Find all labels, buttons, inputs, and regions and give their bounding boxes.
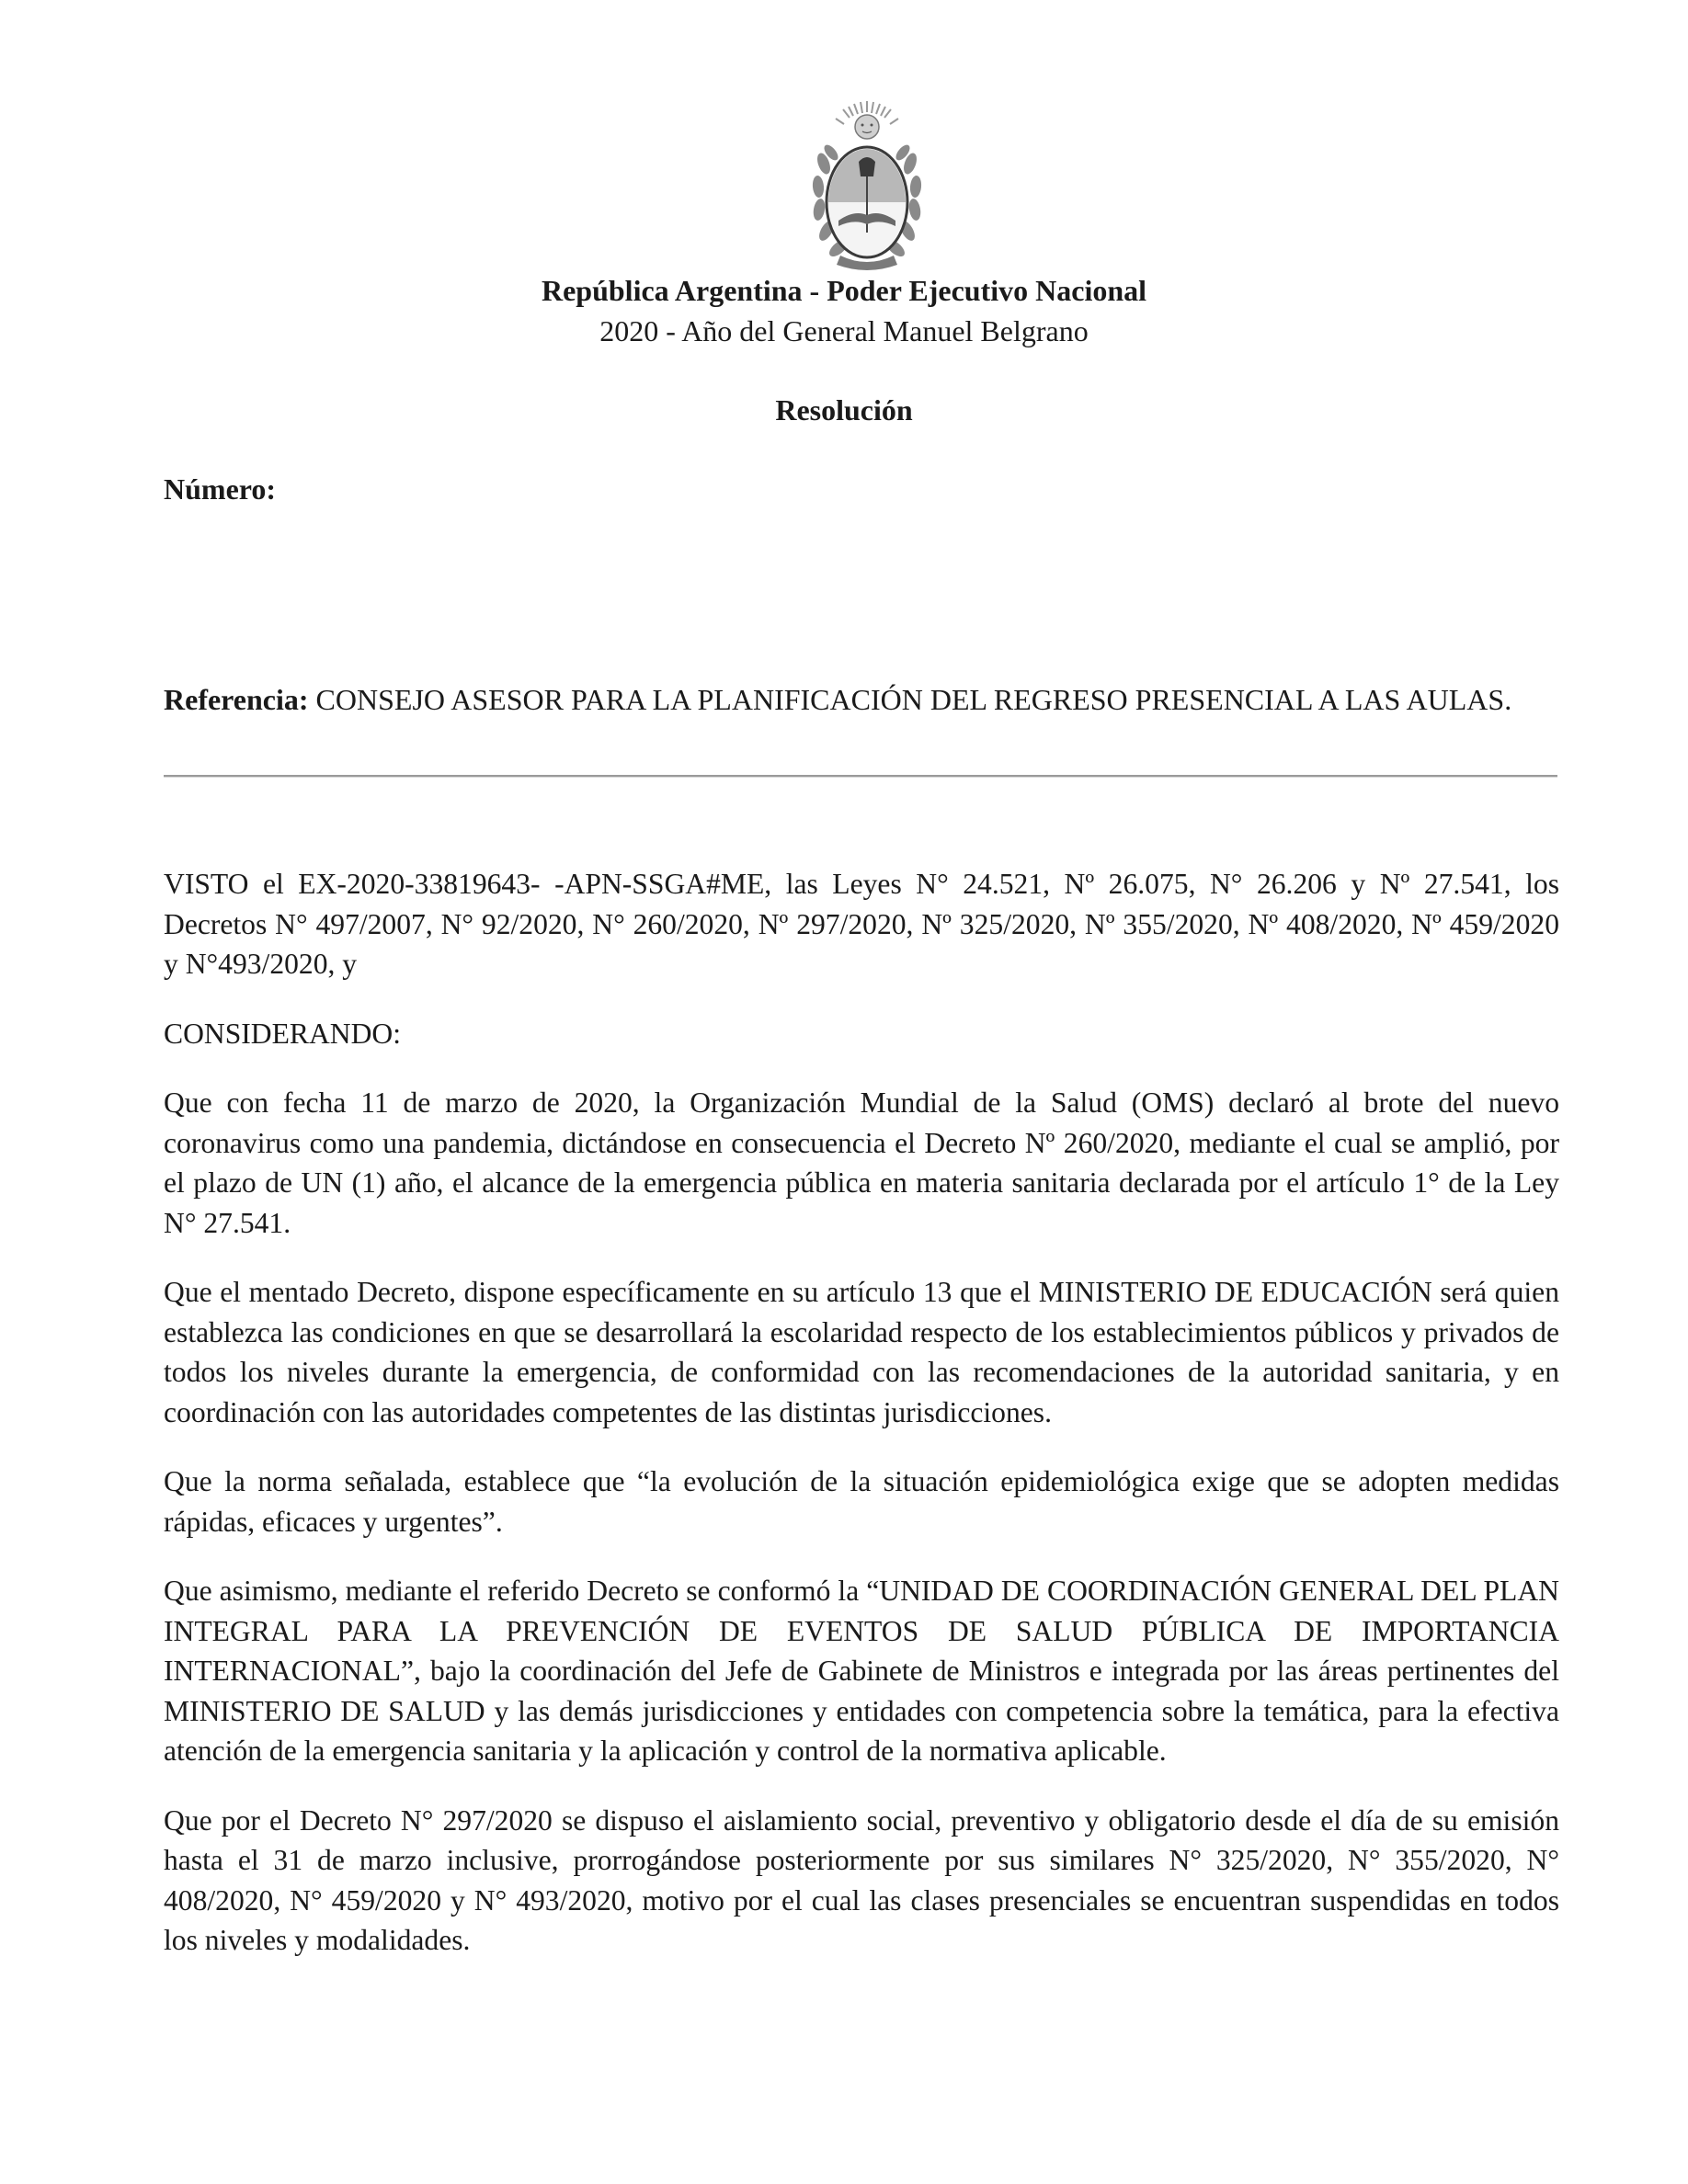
- institution-heading: República Argentina - Poder Ejecutivo Nacional: [541, 274, 1147, 307]
- considerando-paragraph-pandemic: Que con fecha 11 de marzo de 2020, la Organización Mundial de la Salud (OMS) declaró al brote del nuevo coronavirus como una pandemia, dictándose en consecuencia el Decreto Nº 260/2020, mediante el cual se amplió, por el plazo de UN (1) año, el alcance de la emergencia pública en materia sanitaria declarada por el artículo 1° de la Ley N° 27.541.: [164, 1086, 1559, 1239]
- numero-label: Número:: [164, 472, 277, 506]
- considerando-paragraph-urgency: Que la norma señalada, establece que “la evolución de la situación epidemiológica exige que se adopten medidas rápidas, eficaces y urgentes”.: [164, 1465, 1559, 1538]
- document-type-title: Resolución: [775, 393, 913, 427]
- visto-paragraph: VISTO el EX-2020-33819643- -APN-SSGA#ME, las Leyes N° 24.521, Nº 26.075, N° 26.206 y Nº 27.541, los Decretos N° 497/2007, N° 92/2020, N° 260/2020, Nº 297/2020, Nº 325/2020, Nº 355/2020, Nº 408/2020, Nº 459/2020 y N°493/2020, y: [164, 868, 1559, 980]
- considerando-paragraph-education: Que el mentado Decreto, dispone específicamente en su artículo 13 que el MINISTERIO DE EDUCACIÓN será quien establezca las condiciones en que se desarrollará la escolaridad respecto de los establecimientos públicos y privados de todos los niveles durante la emergencia, de conformidad con las recomendaciones de la autoridad sanitaria, y en coordinación con las autoridades competentes de las distintas jurisdicciones.: [164, 1276, 1559, 1428]
- referencia-label: Referencia:: [164, 683, 309, 716]
- year-motto: 2020 - Año del General Manuel Belgrano: [599, 314, 1089, 347]
- resolution-body: [164, 864, 1559, 1990]
- referencia-block: [164, 680, 1561, 719]
- considerando-heading: CONSIDERANDO:: [164, 1017, 402, 1050]
- considerando-paragraph-isolation: Que por el Decreto N° 297/2020 se dispuso el aislamiento social, preventivo y obligatorio desde el día de su emisión hasta el 31 de marzo inclusive, prorrogándose posteriormente por sus similares N° 325/2020, N° 355/2020, N° 408/2020, N° 459/2020 y N° 493/2020, motivo por el cual las clases presenciales se encuentran suspendidas en todos los niveles y modalidades.: [164, 1803, 1559, 1956]
- considerando-paragraph-coordination-unit: Que asimismo, mediante el referido Decreto se conformó la “UNIDAD DE COORDINACIÓN GENERAL DEL PLAN INTEGRAL PARA LA PREVENCIÓN DE EVENTOS DE SALUD PÚBLICA DE IMPORTANCIA INTERNACIONAL”, bajo la coordinación del Jefe de Gabinete de Ministros e integrada por las áreas pertinentes del MINISTERIO DE SALUD y las demás jurisdicciones y entidades con competencia sobre la temática, para la efectiva atención de la emergencia sanitaria y la aplicación y control de la normativa aplicable.: [164, 1575, 1559, 1767]
- separator-rule: [164, 775, 1557, 778]
- referencia-text: CONSEJO ASESOR PARA LA PLANIFICACIÓN DEL REGRESO PRESENCIAL A LAS AULAS.: [308, 683, 1512, 716]
- coat-of-arms-icon: [804, 99, 930, 270]
